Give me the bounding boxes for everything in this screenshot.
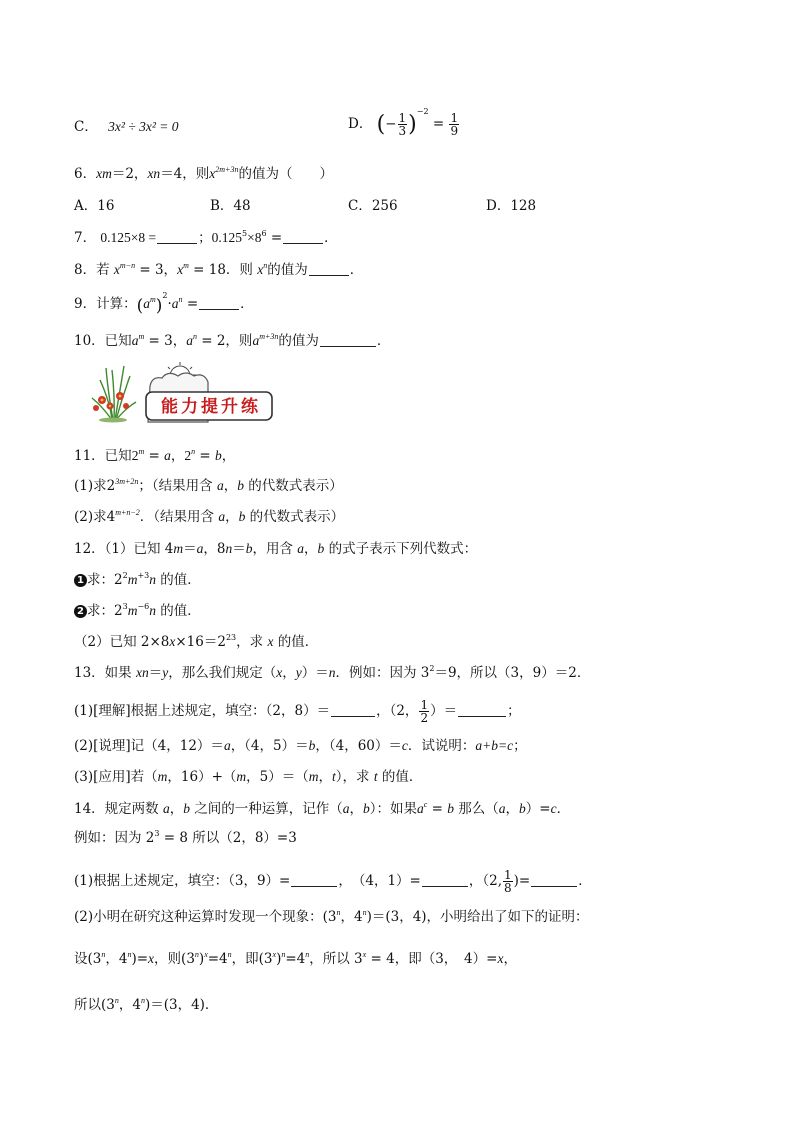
banner-title: 能力提升练 [161,397,261,417]
exponent: x [204,950,208,959]
math-var: x [177,262,184,277]
math-var: b [238,509,246,524]
math-var: a [196,541,204,556]
q12-sub2 [74,602,201,620]
answer-blank[interactable] [458,704,506,717]
exponent: n [114,996,119,1005]
text: (3)[应用]若（ [74,769,158,785]
text: (2)小明在研究这种运算时发现一个现象：(3 [74,909,337,925]
q11-part1 [74,477,343,495]
denominator: 2 [420,711,429,725]
text: ， [223,478,238,494]
equals-sign: = [432,116,445,132]
exponent: 2m+3n [215,165,239,174]
math-var: x [169,634,176,649]
text: ， [225,509,239,525]
text: ）＝ [301,665,329,681]
text: (1)求 [74,478,107,494]
text: 例如：因为 2 [74,830,155,846]
q6-option-a: A．16 [74,198,115,214]
math-var: a [218,509,226,524]
math-var: b [183,801,190,816]
text: ，则(3 [154,951,195,967]
text: 的值． [155,572,201,588]
q10 [74,332,390,350]
q11-part2 [74,508,344,526]
math-expression: a+b=c [475,738,514,753]
exponent: x [272,950,277,959]
fraction [419,699,429,724]
math-var: a [171,296,179,311]
exponent: n [194,950,199,959]
text: ，4 [118,997,141,1013]
expression: 0.125 [211,230,242,245]
text: 设(3 [74,951,102,967]
math-var: a [143,296,150,311]
text: ． [349,262,364,278]
text: 14．规定两数 [74,801,163,817]
numerator: 1 [398,111,407,125]
math-var: c [401,738,408,753]
option-label: C． [74,119,98,135]
q6-option-d: D．128 [486,198,537,214]
exponent: 2 [162,291,168,300]
text: = 8 所以（2，8）=3 [159,830,297,846]
q6-option-b: B．48 [210,198,251,214]
exponent: 2 [122,571,128,580]
text: ＝9，所以（3，9）＝2． [434,665,591,681]
exponent: m [138,447,145,456]
text: 的式子表示下列代数式： [324,541,478,557]
option-label: D． [348,116,373,132]
answer-blank[interactable] [157,231,197,244]
math-var: m [157,769,168,784]
text: 求：2 [87,603,123,619]
text: (2)求 [74,509,107,525]
q5-option-c [74,118,179,136]
answer-blank[interactable] [531,874,577,887]
text: = [144,448,165,464]
math-var: xn [147,166,161,181]
text: ，那么我们规定（ [168,665,277,681]
text: ． [578,873,592,889]
denominator: 9 [450,124,459,138]
exponent: m [138,332,145,341]
q12-part2 [74,633,318,651]
text: 所以(3 [74,997,115,1013]
right-paren: ) [408,112,417,137]
text: (1)根据上述规定，填空：（3，9）= [74,873,291,889]
q14-part2 [74,908,589,926]
question-number: 8．若 [74,262,114,278]
exponent: n [227,950,232,959]
math-var: a [164,448,171,463]
section-banner [82,362,282,424]
text: ，（4，5）＝ [230,738,309,754]
math-var: a [498,801,506,816]
math-var: x [113,262,120,277]
text: ， [318,769,333,785]
exponent: n [362,908,367,917]
question-number: 11．已知 [74,448,132,464]
denominator: 8 [504,881,512,895]
math-var: x [497,951,504,966]
left-paren: ( [376,112,386,137]
math-var: m [127,603,138,618]
math-num: 2 [184,448,192,463]
exponent: n [178,295,183,304]
q14-proof-line1 [74,950,517,968]
q8 [74,261,363,279]
text: ) [276,951,282,967]
answer-blank[interactable] [291,874,337,887]
text: ＝ [183,541,197,557]
exponent: m−n [119,261,136,270]
exponent: n [281,950,286,959]
text: 之间的一种运算，记作（ [189,801,343,817]
exponent: n [192,332,197,341]
math-var: xn [135,665,149,680]
text: (1)[理解]根据上述规定，填空：（2，8）＝ [74,703,331,719]
text: ，5）＝（ [246,769,309,785]
text: = [182,296,199,312]
text: ＝ [148,665,163,681]
math-var: b [519,801,526,816]
text: )= [513,873,531,889]
text: ，（4，60）＝ [315,738,402,754]
exponent: 6 [261,229,267,238]
exponent: 2 [429,664,435,673]
circled-number: 1 [74,574,87,587]
exponent: 3m+2n [115,477,139,486]
exponent: n [191,447,196,456]
exponent: +3 [137,571,150,580]
answer-blank[interactable] [283,231,323,244]
exponent: 5 [242,229,248,238]
q7 [74,229,338,247]
denominator: 3 [398,124,407,138]
math-var: y [295,665,302,680]
right-paren: ) [155,296,163,316]
text: 求：2 [87,572,123,588]
text: ； [507,703,521,719]
q9 [74,291,254,316]
exponent: n [140,996,145,1005]
text: ．例如：因为 3 [335,665,430,681]
q12-part1 [74,540,477,558]
q5-option-d [348,107,460,138]
q14-example [74,829,297,847]
q14-part1 [74,869,592,894]
expression: 0.125×8 = [100,230,157,245]
math-var: a [223,738,231,753]
answer-blank[interactable] [331,704,375,717]
math-var: b [317,541,325,556]
answer-blank[interactable] [199,297,239,310]
text: ，用含 [252,541,298,557]
math-var: b [237,478,244,493]
math-var: x [148,951,155,966]
fraction [449,112,459,137]
q13-part3 [74,768,422,786]
text: ，所以 3 [309,951,363,967]
text: （2）已知 2×8 [74,634,170,650]
q13-stem [74,664,590,682]
text: ）：如果 [369,801,418,817]
exponent: m+n−2 [115,508,140,517]
option-expression: 3x² ÷ 3x² = 0 [108,119,179,134]
question-number: 10．已知 [74,333,132,349]
math-var: b [447,801,454,816]
question-number: 7． [74,230,97,246]
math-var: m [173,541,184,556]
text: 的值． [155,603,201,619]
exponent: n [127,950,132,959]
q6-option-c: C．256 [348,198,398,214]
math-var: a [216,478,224,493]
math-var: b [215,448,222,463]
q14-stem [74,800,570,818]
text: ＝4，则 [160,166,210,182]
text: =4 [207,951,228,967]
text: 12．（1）已知 4 [74,541,174,557]
exponent: 23 [225,633,237,642]
text: ，4 [105,951,128,967]
math-var: t [332,769,336,784]
text: ； [198,230,212,246]
question-number: 9．计算： [74,296,137,312]
text: ， [170,448,185,464]
text: =4 [285,951,306,967]
text: ，即(3 [231,951,273,967]
exponent: c [423,800,428,809]
math-var: a [131,333,139,348]
math-var: b [363,801,370,816]
text: ，4 [340,909,363,925]
text: )＝(3，4)，小明给出了如下的证明： [366,909,589,925]
circled-number: 2 [74,605,87,618]
text: (2)[说理]记（4，12）＝ [74,738,224,754]
text: 的值为 [278,333,319,349]
text: = 4，即（3， 4）= [366,951,498,967]
text: ＝ [232,541,246,557]
exponent: n [101,950,106,959]
text: ，（2, [468,873,503,889]
text: = [266,230,283,246]
text: ， [505,801,520,817]
q12-sub1 [74,571,201,589]
q13-part2 [74,737,527,755]
minus-sign: − [385,116,397,132]
math-var: a [162,801,170,816]
text: ， [169,801,184,817]
text: ），求 [335,769,374,785]
math-var: c [550,801,557,816]
math-num: 4 [106,509,116,525]
text: )＝(3，4)． [144,997,219,1013]
text: ，求 [236,634,268,650]
text: ．（结果用含 [139,509,219,525]
left-paren: ( [136,296,144,316]
text: ． [376,333,391,349]
text: ． [324,230,338,246]
text: ，16）+（ [167,769,237,785]
text: = 18．则 [188,262,258,278]
math-var: x [276,665,283,680]
text: ， [503,951,517,967]
text: 的值为 [267,262,308,278]
math-var: n [149,572,156,587]
math-var: m [127,572,138,587]
math-var: m [308,769,319,784]
answer-blank[interactable] [320,334,376,347]
text: ， （4，1）= [338,873,421,889]
text: ．试说明： [407,738,476,754]
exponent: m [149,295,156,304]
exponent: m+3n [259,332,279,341]
question-number: 6． [74,166,97,182]
text: 的代数式表示） [243,478,343,494]
math-var: b [245,541,253,556]
text: 那么（ [454,801,499,817]
math-num: 2 [131,448,139,463]
exponent: 3 [154,829,160,838]
text: 的值． [377,769,423,785]
text: ；（结果用含 [138,478,217,494]
q6-stem [74,165,333,183]
text: ． [240,296,254,312]
text: · [167,296,172,312]
exponent: −6 [137,602,150,611]
math-var: b [308,738,316,753]
text: = 2，则 [196,333,253,349]
text: ， [304,541,318,557]
math-var: a [297,541,305,556]
math-var: a [342,801,350,816]
fraction [398,112,408,137]
text: ) [198,951,205,967]
numerator: 1 [504,868,512,882]
math-var: x [209,166,216,181]
text: ， [349,801,364,817]
text: ，（2， [376,703,419,719]
exponent: n [263,261,268,270]
math-var: x [257,262,264,277]
text: )= [131,951,149,967]
text: 的值． [273,634,319,650]
text: ，8 [203,541,226,557]
answer-blank[interactable] [422,874,468,887]
math-var: t [373,769,378,784]
text: 13．如果 [74,665,136,681]
math-var: x [267,634,274,649]
text: ）＝ [430,703,458,719]
math-var: m [236,769,247,784]
text: ＝2， [111,166,148,182]
math-var: a [417,801,424,816]
numerator: 1 [450,111,459,125]
text: ， [221,448,236,464]
math-var: n [225,541,233,556]
exponent: 3 [122,602,128,611]
fraction [503,869,513,894]
text: ， [282,665,296,681]
q13-part1 [74,699,521,724]
text: = 3， [135,262,178,278]
math-num: 2 [106,478,116,494]
math-var: xm [96,166,112,181]
numerator: 1 [420,698,429,712]
text: ； [513,738,527,754]
text: 的代数式表示） [245,509,345,525]
math-var: a [186,333,193,348]
exponent: n [305,950,310,959]
math-var: a [252,333,260,348]
text: = [195,448,216,464]
q11-stem [74,447,235,465]
exponent: x [362,950,367,959]
q14-proof-line2 [74,996,218,1014]
math-var: n [328,665,336,680]
text: ×16＝2 [175,634,226,650]
text: = [427,801,448,817]
exponent: −2 [416,107,429,116]
text: ． [556,801,571,817]
text: = 3， [144,333,187,349]
math-var: n [149,603,156,618]
exponent: m [183,261,189,270]
exponent: n [336,908,341,917]
answer-blank[interactable] [309,263,349,276]
text: ）= [525,801,551,817]
math-var: y [162,665,169,680]
expression: ×8 [247,230,262,245]
text: 的值为（ ） [238,166,333,182]
